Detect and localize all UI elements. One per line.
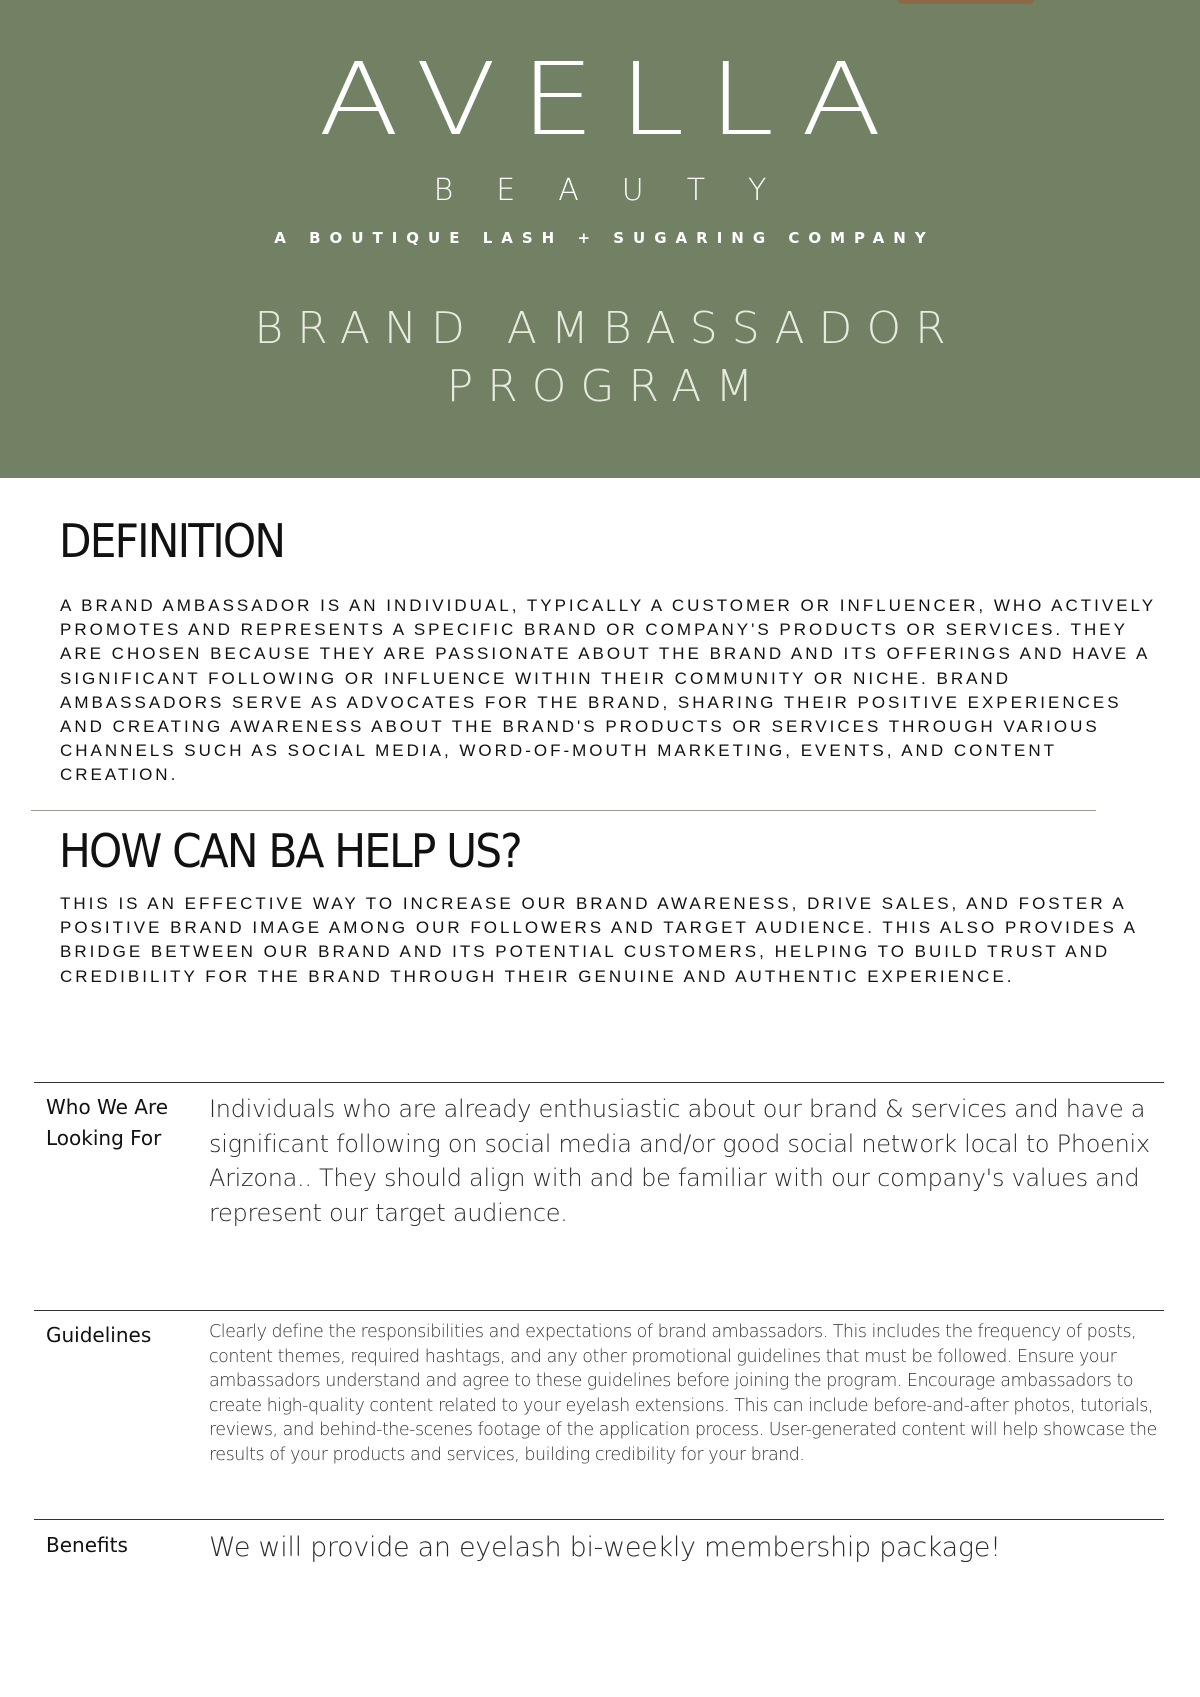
benefits-label: Benefits [46, 1533, 128, 1557]
who-label: Who We Are Looking For [46, 1095, 169, 1150]
guidelines-text: Clearly define the responsibilities and expectations of brand ambassadors. This includes the frequency of posts, content themes, required hashtags, and any other promotional guidelines that must be followed. Ensure your ambassadors understand and agree to these guidelines before joining the program. Encourage ambassadors to create high-quality content related to your eyelash extensions. This can include before-and-after photos, tutorials, reviews, and behind-the-scenes footage of the application process. User-generated content will help showcase the results of your products and services, building credibility for your brand. [209, 1322, 1157, 1465]
definition-body: A BRAND AMBASSADOR IS AN INDIVIDUAL, TYPICALLY A CUSTOMER OR INFLUENCER, WHO ACTIVELY PROMOTES AND REPRESENTS A SPECIFIC BRAND OR COMPANY'S PRODUCTS OR SERVICES. THEY ARE CHOSEN BECAUSE THEY ARE PASSIONATE ABOUT THE BRAND AND ITS OFFERINGS AND HAVE A SIGNIFICANT FOLLOWING OR INFLUENCE WITHIN THEIR COMMUNITY OR NICHE. BRAND AMBASSADORS SERVE AS ADVOCATES FOR THE BRAND, SHARING THEIR POSITIVE EXPERIENCES AND CREATING AWARENESS ABOUT THE BRAND'S PRODUCTS OR SERVICES THROUGH VARIOUS CHANNELS SUCH AS SOCIAL MEDIA, WORD-OF-MOUTH MARKETING, EVENTS, AND CONTENT CREATION. [60, 596, 1156, 785]
table-rule [34, 1310, 1164, 1311]
who-text: Individuals who are already enthusiastic about our brand & services and have a significant following on social media and/or good social network local to Phoenix Arizona.. They should align with and be familiar with our company's values and represent our target audience. [209, 1095, 1150, 1227]
logo-wordmark: AVELLA [318, 40, 906, 158]
header-banner [0, 0, 1200, 478]
program-title-line1: BRAND AMBASSADOR [254, 303, 960, 354]
tagline: A BOUTIQUE LASH + SUGARING COMPANY [274, 229, 935, 247]
program-title-line2: PROGRAM [446, 361, 768, 412]
table-rule [34, 1519, 1164, 1520]
table-rule [34, 1082, 1164, 1083]
section-divider [31, 810, 1096, 811]
guidelines-label: Guidelines [46, 1323, 152, 1347]
logo-subtitle: BEAUTY [433, 173, 810, 208]
definition-heading: DEFINITION [59, 514, 285, 568]
program-title [180, 300, 1020, 416]
help-heading: HOW CAN BA HELP US? [59, 824, 521, 878]
photo-edge [898, 0, 1034, 4]
help-body: THIS IS AN EFFECTIVE WAY TO INCREASE OUR BRAND AWARENESS, DRIVE SALES, AND FOSTER A POSITIVE BRAND IMAGE AMONG OUR FOLLOWERS AND TARGET AUDIENCE. THIS ALSO PROVIDES A BRIDGE BETWEEN OUR BRAND AND ITS POTENTIAL CUSTOMERS, HELPING TO BUILD TRUST AND CREDIBILITY FOR THE BRAND THROUGH THEIR GENUINE AND AUTHENTIC EXPERIENCE. [60, 894, 1137, 986]
benefits-text: We will provide an eyelash bi-weekly membership package! [209, 1532, 1001, 1563]
